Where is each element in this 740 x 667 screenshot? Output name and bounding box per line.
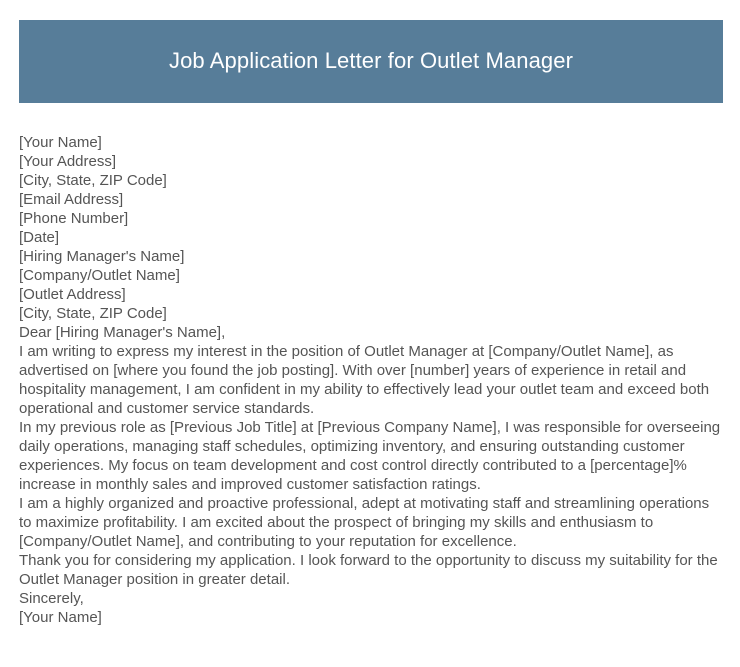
recipient-name-line: [Hiring Manager's Name] [19, 248, 185, 265]
page-title: Job Application Letter for Outlet Manager [169, 48, 573, 74]
body-paragraph-2: In my previous role as [Previous Job Title] at [Previous Company Name], I was responsible for overseeing daily operations, managing staff schedules, optimizing inventory, and ensuring outstanding customer experiences. My focus on team development and cost control directly contributed to a [percentage]% increase in monthly sales and improved customer satisfaction ratings. [19, 419, 721, 493]
recipient-city-state-zip-line: [City, State, ZIP Code] [19, 305, 167, 322]
recipient-company-line: [Company/Outlet Name] [19, 267, 180, 284]
sender-phone-line: [Phone Number] [19, 210, 129, 227]
salutation-line: Dear [Hiring Manager's Name], [19, 324, 226, 341]
signature-line: [Your Name] [19, 609, 102, 626]
sender-address-line: [Your Address] [19, 153, 117, 170]
body-paragraph-1: I am writing to express my interest in the position of Outlet Manager at [Company/Outlet Name], as advertised on [where you found the job posting]. With over [number] years of experience in retail and hospitality management, I am confident in my ability to effectively lead your outlet team and exceed both operational and customer service standards. [19, 343, 710, 417]
sender-email-line: [Email Address] [19, 191, 124, 208]
letter-body [19, 133, 723, 627]
recipient-address-line: [Outlet Address] [19, 286, 126, 303]
body-paragraph-3: I am a highly organized and proactive professional, adept at motivating staff and streamlining operations to maximize profitability. I am excited about the prospect of bringing my skills and enthusiasm to [Company/Outlet Name], and contributing to your reputation for excellence. [19, 495, 710, 550]
recipient-address-block [19, 247, 723, 323]
closing-line: Sincerely, [19, 590, 84, 607]
letter-date-line: [Date] [19, 229, 60, 246]
sender-city-state-zip-line: [City, State, ZIP Code] [19, 172, 167, 189]
sender-address-block [19, 133, 723, 247]
sender-name-line: [Your Name] [19, 134, 102, 151]
document-header-banner [19, 20, 723, 103]
body-paragraph-4: Thank you for considering my application. I look forward to the opportunity to discuss my suitability for the Outlet Manager position in greater detail. [19, 552, 718, 588]
